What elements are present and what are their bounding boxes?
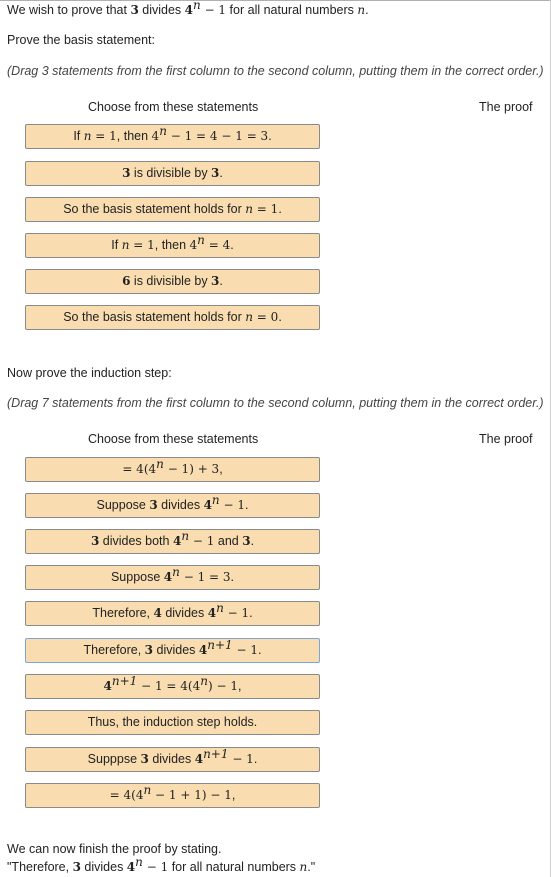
stmt-text: . xyxy=(219,274,223,288)
stmt-text: is divisible by xyxy=(130,274,212,288)
problem-statement xyxy=(7,0,369,17)
stmt-text: If xyxy=(73,129,84,143)
stmt-text: Supppse xyxy=(87,752,141,766)
stmt-text: divides xyxy=(161,606,208,620)
math-exponent: n xyxy=(135,854,143,869)
math-expr: − 1) + 3 xyxy=(163,462,220,476)
stmt-text: , xyxy=(237,679,242,693)
math-expr: − 1 xyxy=(142,860,169,874)
math-expr: − 1 + 1) − 1 xyxy=(151,788,232,802)
math-expr: − 1 xyxy=(189,534,215,548)
math-four: 4 xyxy=(163,570,173,584)
basis-statement-3[interactable] xyxy=(25,197,320,222)
stmt-text: Suppose xyxy=(110,570,164,584)
intro-period: . xyxy=(365,3,369,17)
induction-proof-heading: The proof xyxy=(479,432,533,446)
math-three: 3 xyxy=(211,274,220,288)
footer-text: for all natural numbers xyxy=(168,860,300,874)
math-exponent: n xyxy=(172,564,180,579)
math-n: n xyxy=(83,129,92,143)
math-exponent: n xyxy=(216,600,224,615)
stmt-text: . xyxy=(278,202,282,216)
math-three: 3 xyxy=(211,166,220,180)
math-n: n xyxy=(245,202,253,216)
stmt-text: If xyxy=(111,238,122,252)
math-four: 4 xyxy=(151,129,160,143)
stmt-text: divides xyxy=(148,752,195,766)
math-four: 4 xyxy=(172,534,182,548)
math-four: 4 xyxy=(153,606,162,620)
math-expr: − 1 xyxy=(223,606,250,620)
intro-text: We wish to prove that xyxy=(7,3,131,17)
induction-statement-3[interactable] xyxy=(25,529,320,554)
stmt-text: . xyxy=(253,752,258,766)
math-expr: − 1 xyxy=(232,643,258,657)
stmt-text: Suppose xyxy=(96,498,150,512)
footer-text: "Therefore, xyxy=(7,860,73,874)
basis-choose-heading: Choose from these statements xyxy=(88,100,259,114)
footer-text: ." xyxy=(307,860,316,874)
intro-text: for all natural numbers xyxy=(226,3,358,17)
math-n: n xyxy=(245,310,253,324)
math-expr: = 1 xyxy=(91,129,117,143)
math-n: n xyxy=(121,238,130,252)
induction-instruction: (Drag 7 statements from the first column to the second column, putting them in the correct order.) xyxy=(7,396,544,410)
math-expr: − 1 xyxy=(228,752,254,766)
math-three: 3 xyxy=(144,643,154,657)
stmt-text: , xyxy=(219,462,223,476)
basis-instruction: (Drag 3 statements from the first column to the second column, putting them in the correct order.) xyxy=(7,64,544,78)
math-three: 3 xyxy=(130,3,139,17)
stmt-text: . xyxy=(268,129,272,143)
math-exponent: n xyxy=(197,232,205,247)
math-exponent: n xyxy=(193,0,201,12)
math-expr: − 1 = 4(4 xyxy=(137,679,201,693)
math-three: 3 xyxy=(72,860,81,874)
induction-statement-6[interactable] xyxy=(25,638,320,663)
math-exponent: n xyxy=(200,673,208,688)
basis-prompt: Prove the basis statement: xyxy=(7,33,155,47)
math-expr: − 1 = 4 − 1 = 3 xyxy=(166,129,269,143)
math-expr: − 1 xyxy=(219,498,245,512)
math-minus-one: − 1 xyxy=(200,3,227,17)
math-three: 3 xyxy=(242,534,251,548)
math-four: 4 xyxy=(126,860,136,874)
math-n: n xyxy=(299,860,308,874)
math-exponent: n xyxy=(156,456,164,471)
stmt-text: . xyxy=(230,238,234,252)
math-exponent: n xyxy=(211,492,220,507)
math-exponent: n xyxy=(181,528,190,543)
induction-statement-7[interactable] xyxy=(25,674,320,699)
basis-statement-6[interactable] xyxy=(25,305,320,330)
stmt-text: Thus, the induction step holds. xyxy=(87,715,258,729)
stmt-text: Therefore, xyxy=(92,606,154,620)
math-expr: ) − 1 xyxy=(207,679,238,693)
stmt-text: , then xyxy=(154,238,190,252)
math-three: 3 xyxy=(90,534,100,548)
stmt-text: . xyxy=(219,166,223,180)
basis-proof-heading: The proof xyxy=(479,100,533,114)
stmt-text: . xyxy=(257,643,262,657)
stmt-text: , then xyxy=(116,129,152,143)
math-expr: = 1 xyxy=(129,238,155,252)
math-four: 4 xyxy=(207,606,217,620)
induction-statement-2[interactable] xyxy=(25,493,320,518)
basis-statement-4[interactable] xyxy=(25,233,320,258)
math-expr: = 4(4 xyxy=(109,788,144,802)
math-exponent: n xyxy=(159,123,167,138)
math-six: 6 xyxy=(122,274,131,288)
math-three: 3 xyxy=(122,166,131,180)
stmt-text: divides xyxy=(153,643,199,657)
stmt-text: divides xyxy=(157,498,204,512)
footer-text: divides xyxy=(80,860,127,874)
math-four: 4 xyxy=(103,679,112,693)
math-expr: = 1 xyxy=(252,202,279,216)
math-four: 4 xyxy=(184,3,194,17)
math-expr: = 4 xyxy=(204,238,231,252)
stmt-text: . xyxy=(249,606,253,620)
stmt-text: and xyxy=(214,534,243,548)
math-exponent: n+1 xyxy=(207,637,233,652)
stmt-text: is divisible by xyxy=(130,166,212,180)
math-three: 3 xyxy=(149,498,158,512)
stmt-text: . xyxy=(278,310,282,324)
math-four: 4 xyxy=(203,498,212,512)
top-border xyxy=(0,0,551,1)
math-expr: = 4(4 xyxy=(122,462,157,476)
intro-text: divides xyxy=(138,3,185,17)
basis-statement-1[interactable] xyxy=(25,124,320,149)
footer-line-2 xyxy=(7,854,316,874)
math-exponent: n xyxy=(143,782,152,797)
stmt-text: So the basis statement holds for xyxy=(63,202,246,216)
basis-statement-2[interactable] xyxy=(25,161,320,186)
stmt-text: , xyxy=(231,788,236,802)
math-four: 4 xyxy=(189,238,198,252)
footer-line-1: We can now finish the proof by stating. xyxy=(7,842,222,856)
math-expr: − 1 = 3 xyxy=(179,570,231,584)
stmt-text: divides both xyxy=(99,534,173,548)
induction-statement-4[interactable] xyxy=(25,565,320,590)
induction-statement-8[interactable] xyxy=(25,710,320,735)
math-exponent: n+1 xyxy=(111,673,138,688)
math-four: 4 xyxy=(198,643,208,657)
stmt-text: . xyxy=(230,570,235,584)
basis-statement-5[interactable] xyxy=(25,269,320,294)
induction-statement-1[interactable] xyxy=(25,457,320,482)
stmt-text: . xyxy=(244,498,249,512)
stmt-text: . xyxy=(250,534,255,548)
math-expr: = 0 xyxy=(252,310,279,324)
math-exponent: n+1 xyxy=(203,746,229,761)
induction-statement-9[interactable] xyxy=(25,747,320,772)
math-n: n xyxy=(357,3,366,17)
induction-choose-heading: Choose from these statements xyxy=(88,432,259,446)
induction-statement-10[interactable] xyxy=(25,783,320,808)
stmt-text: So the basis statement holds for xyxy=(63,310,246,324)
math-three: 3 xyxy=(140,752,149,766)
induction-statement-5[interactable] xyxy=(25,601,320,626)
induction-prompt: Now prove the induction step: xyxy=(7,366,172,380)
stmt-text: Therefore, xyxy=(83,643,145,657)
math-four: 4 xyxy=(194,752,204,766)
